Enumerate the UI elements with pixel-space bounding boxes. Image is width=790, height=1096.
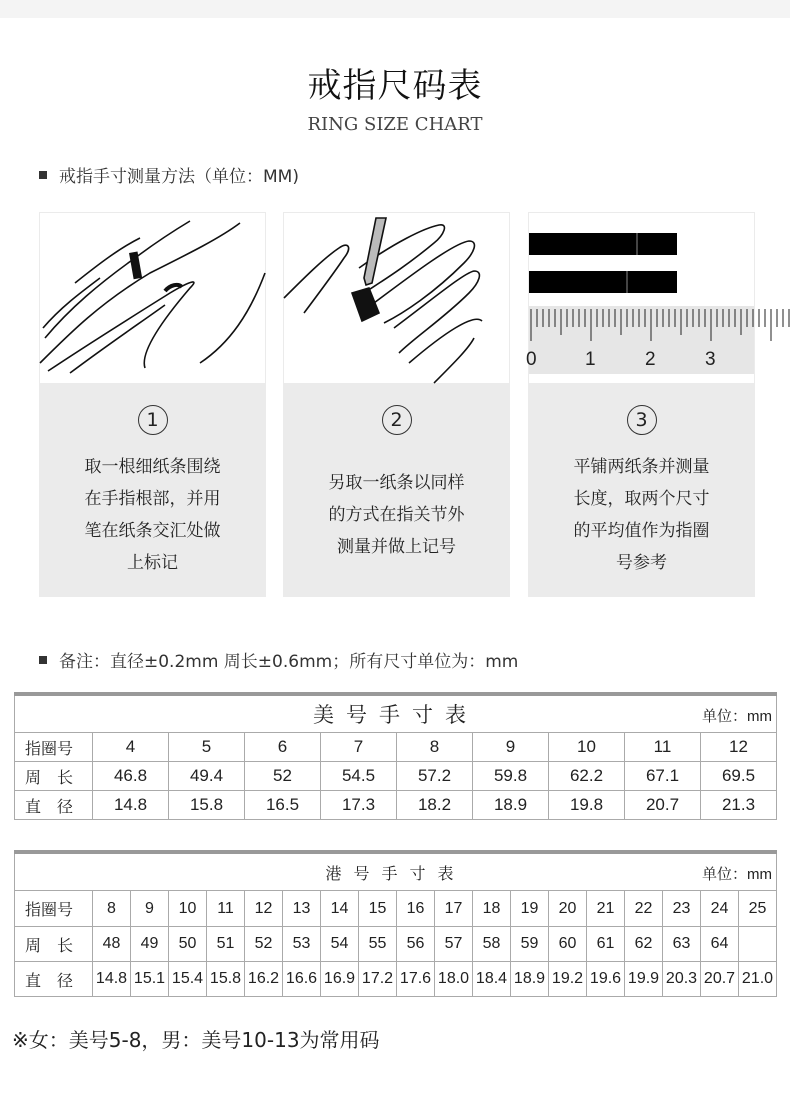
table-cell: 15.8: [207, 962, 245, 997]
table-cell: 9: [473, 733, 549, 762]
table-cell: 18.0: [435, 962, 473, 997]
table-cell: 49: [131, 927, 169, 962]
table-cell: 18.2: [397, 791, 473, 820]
page-title: 戒指尺码表: [307, 66, 483, 106]
table-cell: 61: [587, 927, 625, 962]
table-cell: 15: [359, 891, 397, 927]
method-heading: [39, 162, 299, 187]
table-row-diameter: [15, 962, 777, 997]
step-card-2: [283, 212, 510, 597]
table-cell: 16.6: [283, 962, 321, 997]
table-cell: 53: [283, 927, 321, 962]
ruler-label-1: 1: [585, 349, 596, 370]
table-cell: 17.6: [397, 962, 435, 997]
table-cell: 62.2: [549, 762, 625, 791]
table-row-circumference: [15, 927, 777, 962]
method-heading-text: 戒指手寸测量方法（单位：MM): [59, 167, 299, 187]
table-cell: 12: [701, 733, 777, 762]
table-cell: 15.4: [169, 962, 207, 997]
table-cell: 21.0: [739, 962, 777, 997]
table-cell: 16.9: [321, 962, 359, 997]
us-size-table: [14, 692, 777, 820]
table-cell: 64: [701, 927, 739, 962]
table-cell: 18.4: [473, 962, 511, 997]
table-cell: 54.5: [321, 762, 397, 791]
hand-wrap-illustration: [40, 213, 265, 383]
table-cell: 48: [93, 927, 131, 962]
table-cell: 20: [549, 891, 587, 927]
table-cell: 21.3: [701, 791, 777, 820]
table-cell: 18.9: [473, 791, 549, 820]
table-cell: 18: [473, 891, 511, 927]
ruler-label-3: 3: [705, 349, 716, 370]
hk-table-unit: 单位：mm: [702, 866, 772, 883]
table-cell: 16.5: [245, 791, 321, 820]
footnote: ※女：美号5-8，男：美号10-13为常用码: [12, 1028, 380, 1052]
hk-size-table: [14, 850, 777, 997]
table-cell: 52: [245, 927, 283, 962]
table-cell: 14.8: [93, 791, 169, 820]
step-description-3: 平铺两纸条并测量 长度，取两个尺寸 的平均值作为指圈 号参考: [573, 457, 710, 573]
table-cell: 11: [625, 733, 701, 762]
table-cell: 54: [321, 927, 359, 962]
table-cell: 63: [663, 927, 701, 962]
table-cell: 67.1: [625, 762, 701, 791]
step-number-1: 1: [39, 405, 266, 435]
table-cell: 19.8: [549, 791, 625, 820]
table-cell: 21: [587, 891, 625, 927]
table-cell: [739, 927, 777, 962]
table-cell: 11: [207, 891, 245, 927]
row-label: 周 长: [15, 927, 93, 962]
hk-table-title: 港号手寸表: [325, 865, 466, 883]
table-cell: 14.8: [93, 962, 131, 997]
row-label: 直 径: [15, 962, 93, 997]
step-number-2: 2: [283, 405, 510, 435]
table-cell: 20.7: [625, 791, 701, 820]
table-cell: 46.8: [93, 762, 169, 791]
row-label: 指圈号: [15, 891, 93, 927]
step-card-3: [528, 212, 755, 597]
table-cell: 4: [93, 733, 169, 762]
table-cell: 17: [435, 891, 473, 927]
table-cell: 6: [245, 733, 321, 762]
table-cell: 8: [93, 891, 131, 927]
table-cell: 8: [397, 733, 473, 762]
table-cell: 49.4: [169, 762, 245, 791]
table-cell: 19: [511, 891, 549, 927]
step-description-1: 取一根细纸条围绕 在手指根部，并用 笔在纸条交汇处做 上标记: [84, 457, 221, 573]
table-cell: 16.2: [245, 962, 283, 997]
bullet-square-icon: [39, 171, 47, 179]
us-table-title: 美号手寸表: [313, 704, 478, 727]
step-number-3: 3: [528, 405, 755, 435]
table-cell: 22: [625, 891, 663, 927]
table-cell: 59: [511, 927, 549, 962]
table-cell: 17.3: [321, 791, 397, 820]
table-row-circumference: [15, 762, 777, 791]
step-description-2: 另取一纸条以同样 的方式在指关节外 测量并做上记号: [328, 473, 465, 557]
remark: [39, 647, 518, 672]
top-strip: [0, 0, 790, 18]
table-cell: 50: [169, 927, 207, 962]
table-cell: 10: [549, 733, 625, 762]
table-cell: 20.3: [663, 962, 701, 997]
table-cell: 16: [397, 891, 435, 927]
row-label: 直 径: [15, 791, 93, 820]
table-cell: 14: [321, 891, 359, 927]
ruler-label-0: 0: [526, 349, 537, 370]
table-cell: 58: [473, 927, 511, 962]
table-cell: 7: [321, 733, 397, 762]
row-label: 周 长: [15, 762, 93, 791]
table-cell: 69.5: [701, 762, 777, 791]
hand-pen-illustration: [284, 213, 509, 383]
table-cell: 25: [739, 891, 777, 927]
table-cell: 13: [283, 891, 321, 927]
remark-text: 备注：直径±0.2mm 周长±0.6mm；所有尺寸单位为：mm: [59, 652, 519, 672]
table-row-diameter: [15, 791, 777, 820]
table-cell: 15.8: [169, 791, 245, 820]
table-cell: 19.9: [625, 962, 663, 997]
table-cell: 20.7: [701, 962, 739, 997]
table-cell: 9: [131, 891, 169, 927]
table-cell: 10: [169, 891, 207, 927]
ruler-label-2: 2: [645, 349, 656, 370]
table-cell: 57.2: [397, 762, 473, 791]
table-cell: 15.1: [131, 962, 169, 997]
table-cell: 60: [549, 927, 587, 962]
table-row-size: [15, 733, 777, 762]
row-label: 指圈号: [15, 733, 93, 762]
table-cell: 62: [625, 927, 663, 962]
table-cell: 19.6: [587, 962, 625, 997]
table-row-size: [15, 891, 777, 927]
us-table-unit: 单位：mm: [702, 708, 772, 725]
page-subtitle: RING SIZE CHART: [307, 114, 483, 135]
table-cell: 55: [359, 927, 397, 962]
table-cell: 57: [435, 927, 473, 962]
table-cell: 12: [245, 891, 283, 927]
strips-ruler-illustration: [526, 213, 754, 383]
step-card-1: [39, 212, 266, 597]
table-cell: 56: [397, 927, 435, 962]
table-cell: 59.8: [473, 762, 549, 791]
bullet-square-icon: [39, 656, 47, 664]
table-cell: 52: [245, 762, 321, 791]
table-cell: 17.2: [359, 962, 397, 997]
table-cell: 19.2: [549, 962, 587, 997]
table-cell: 23: [663, 891, 701, 927]
table-cell: 18.9: [511, 962, 549, 997]
table-cell: 51: [207, 927, 245, 962]
table-cell: 5: [169, 733, 245, 762]
table-cell: 24: [701, 891, 739, 927]
